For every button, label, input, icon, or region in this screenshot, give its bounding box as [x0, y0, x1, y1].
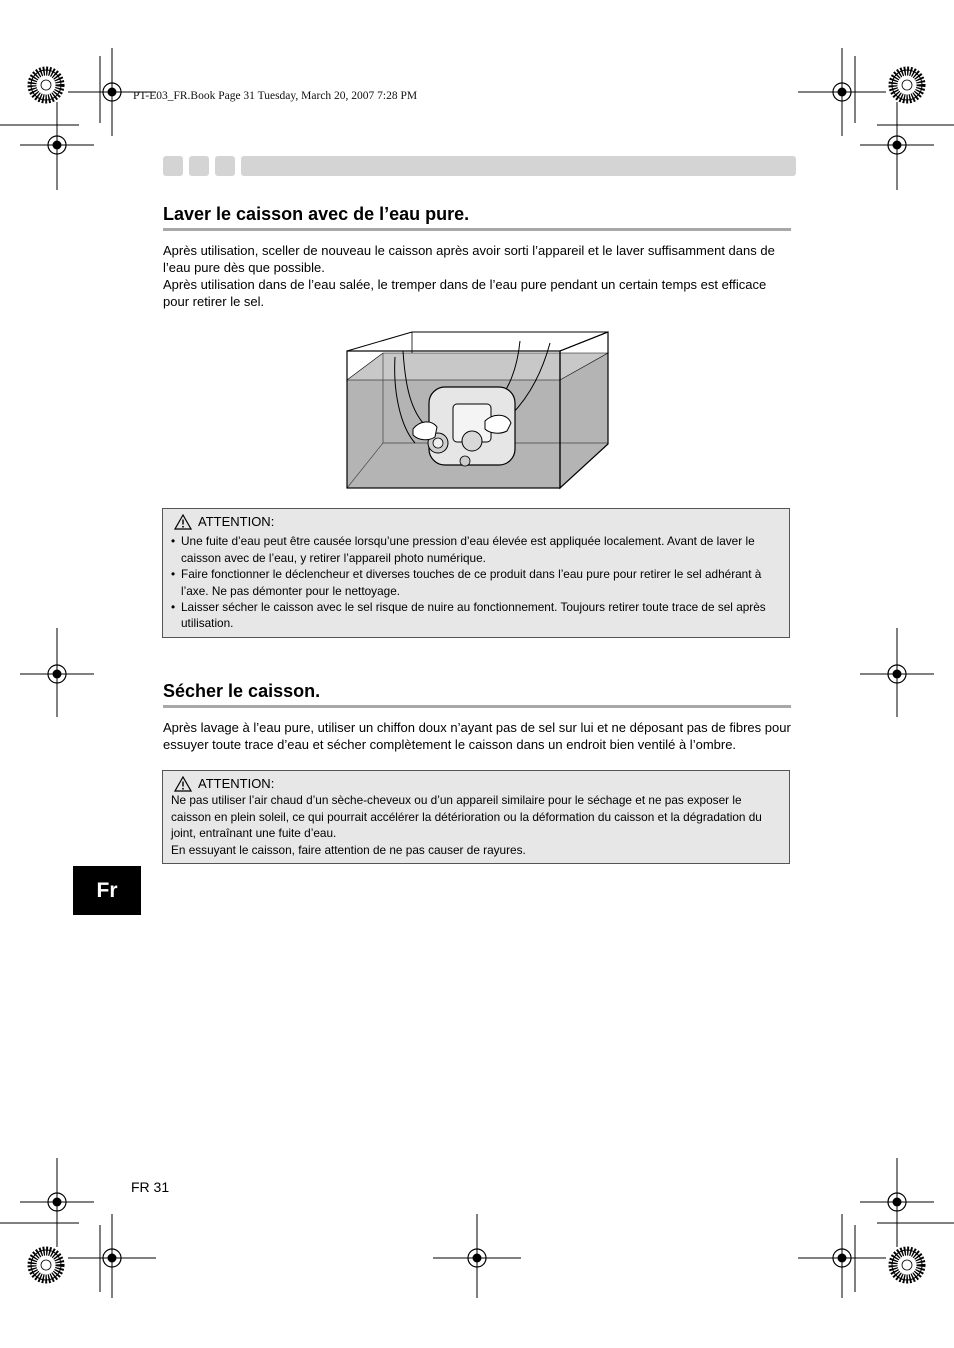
attention-title: ATTENTION: — [198, 776, 275, 791]
attention-item: • Laisser sécher le caisson avec le sel risque de nuire au fonctionnement. Toujours retirer toute trace de sel après utilisation. — [171, 599, 781, 632]
attention-heading — [174, 514, 781, 530]
attention-box-wash — [162, 508, 790, 638]
header-block — [189, 156, 209, 176]
warning-icon — [174, 514, 192, 530]
attention-item: • Une fuite d’eau peut être causée lorsqu’une pression d’eau élevée est appliquée localement. Avant de laver le caisson avec de l’eau, y retirer l’appareil photo numérique. — [171, 533, 781, 566]
attention-box-dry — [162, 770, 790, 864]
section-title-wash: Laver le caisson avec de l’eau pure. — [163, 204, 791, 231]
section-wash-text — [163, 242, 793, 310]
page-number: FR 31 — [131, 1179, 170, 1195]
header-block — [163, 156, 183, 176]
section-dry-text — [163, 719, 793, 753]
attention-title: ATTENTION: — [198, 514, 275, 529]
attention-heading — [174, 776, 781, 792]
attention-item: • Faire fonctionner le déclencheur et diverses touches de ce produit dans l’eau pure pour retirer le sel adhérant à l’axe. Ne pas démonter pour le nettoyage. — [171, 566, 781, 599]
rinse-illustration — [345, 331, 610, 491]
paragraph: Après utilisation, sceller de nouveau le caisson après avoir sorti l’appareil et le laver suffisamment dans de l’eau pure dès que possible. — [163, 243, 775, 275]
paragraph: Après utilisation dans de l’eau salée, le tremper dans de l’eau pure pendant un certain temps est efficace pour retirer le sel. — [163, 277, 767, 309]
header-bar — [241, 156, 796, 176]
warning-icon — [174, 776, 192, 792]
paragraph: Après lavage à l’eau pure, utiliser un chiffon doux n’ayant pas de sel sur lui et ne déposant pas de fibres pour essuyer toute trace d’eau et sécher complètement le caisson dans un endroit bien ventilé à l’ombre. — [163, 720, 791, 752]
attention-text: En essuyant le caisson, faire attention de ne pas causer de rayures. — [171, 842, 526, 857]
attention-list — [171, 533, 781, 631]
print-header: PT-E03_FR.Book Page 31 Tuesday, March 20, 2007 7:28 PM — [133, 90, 418, 102]
header-block — [215, 156, 235, 176]
language-tab: Fr — [73, 866, 141, 915]
attention-text: Ne pas utiliser l’air chaud d’un sèche-cheveux ou d’un appareil similaire pour le séchage et ne pas exposer le caisson en plein soleil, ce qui pourrait accélérer la détérioration ou la déformation du caisson et la dégradation du joint, entraînant une fuite d’eau. — [171, 793, 762, 841]
section-title-dry: Sécher le caisson. — [163, 681, 791, 708]
